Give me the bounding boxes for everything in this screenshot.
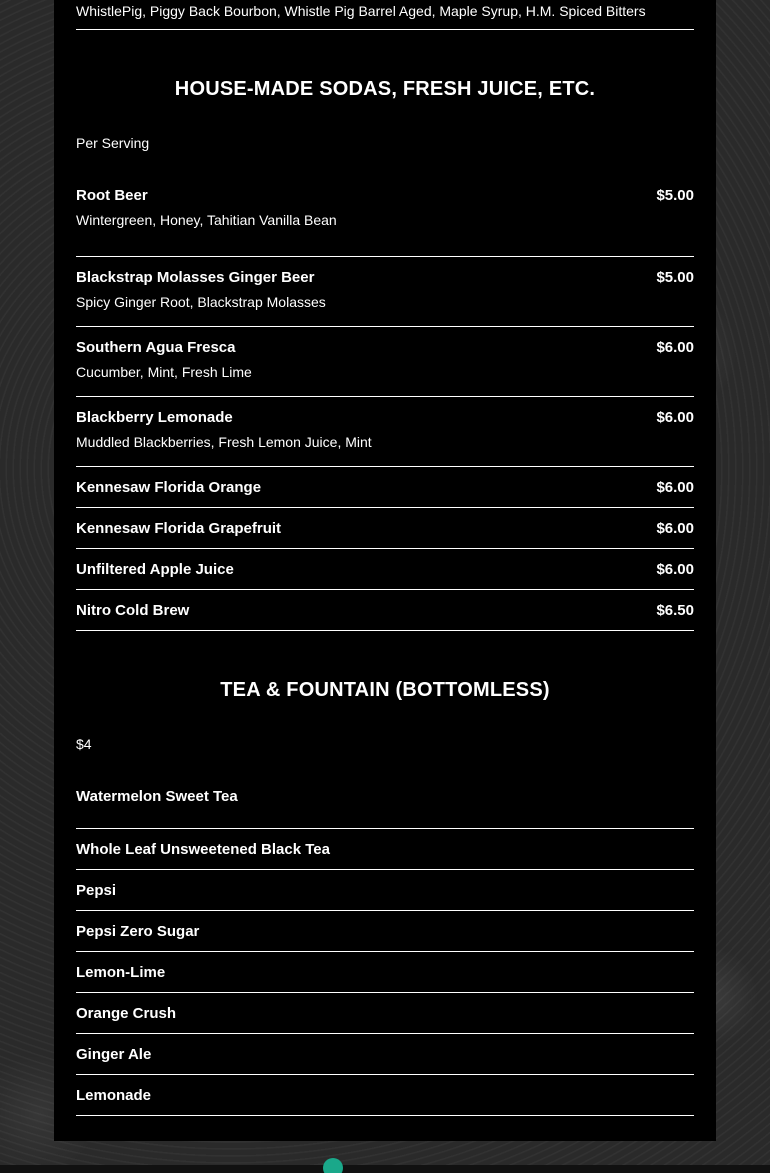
item-name: Pepsi Zero Sugar [76,923,200,940]
menu-item [76,257,694,327]
item-price: $6.00 [656,479,694,496]
menu-item [76,829,694,870]
menu-item [76,467,694,508]
menu-item [76,590,694,631]
item-name: Blackberry Lemonade [76,409,233,426]
footer-strip [0,1165,770,1173]
menu-item [76,993,694,1034]
menu-panel [54,0,716,1141]
brand-badge-icon [323,1158,343,1173]
menu-item [76,788,694,829]
menu-content [76,0,694,1116]
item-name: Unfiltered Apple Juice [76,561,234,578]
item-name: Lemon-Lime [76,964,166,981]
section-note-tea: $4 [76,736,92,752]
item-name: Watermelon Sweet Tea [76,788,238,805]
item-price: $6.50 [656,602,694,619]
item-price: $5.00 [656,187,694,204]
item-name: Whole Leaf Unsweetened Black Tea [76,841,330,858]
item-description: Wintergreen, Honey, Tahitian Vanilla Bean [76,212,337,228]
section-note-sodas: Per Serving [76,135,150,151]
item-name: Nitro Cold Brew [76,602,190,619]
item-price: $6.00 [656,409,694,426]
item-name: Orange Crush [76,1005,177,1022]
menu-item [76,1075,694,1116]
item-name: Kennesaw Florida Orange [76,479,262,496]
menu-item [76,911,694,952]
menu-item [76,870,694,911]
section-title-tea: TEA & FOUNTAIN (BOTTOMLESS) [220,679,550,701]
item-description: Cucumber, Mint, Fresh Lime [76,364,252,380]
item-price: $5.00 [656,269,694,286]
item-name: Pepsi [76,882,117,899]
soda-list [76,187,694,631]
item-name: Blackstrap Molasses Ginger Beer [76,269,315,286]
item-name: Southern Agua Fresca [76,339,236,356]
item-name: Root Beer [76,187,148,204]
item-name: Ginger Ale [76,1046,152,1063]
item-name: Kennesaw Florida Grapefruit [76,520,282,537]
menu-item [76,327,694,397]
item-price: $6.00 [656,561,694,578]
menu-item [76,549,694,590]
previous-item-description: WhistlePig, Piggy Back Bourbon, Whistle Pig Barrel Aged, Maple Syrup, H.M. Spiced Bitters [76,0,694,30]
item-name: Lemonade [76,1087,152,1104]
section-title-sodas: HOUSE-MADE SODAS, FRESH JUICE, ETC. [174,78,596,100]
tea-list [76,788,694,1116]
menu-item [76,952,694,993]
menu-item [76,397,694,467]
menu-item [76,508,694,549]
menu-item [76,187,694,257]
item-price: $6.00 [656,520,694,537]
item-description: Muddled Blackberries, Fresh Lemon Juice, Mint [76,434,372,450]
item-description: Spicy Ginger Root, Blackstrap Molasses [76,294,326,310]
menu-item [76,1034,694,1075]
item-price: $6.00 [656,339,694,356]
